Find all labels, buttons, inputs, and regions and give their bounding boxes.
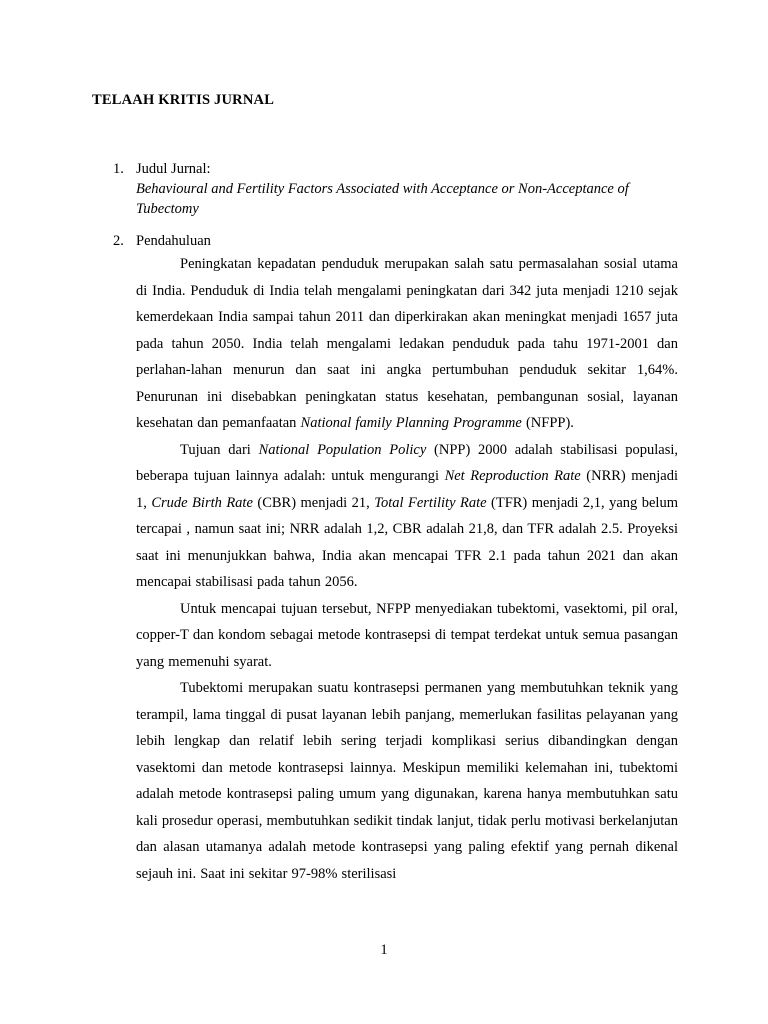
text-run: (CBR) menjadi 21, [252, 494, 375, 511]
text-run: (NFPP). [521, 415, 574, 431]
paragraph [136, 437, 678, 596]
paragraph [136, 251, 678, 437]
section-number: 1. [113, 161, 124, 177]
italic-term: National Population Policy [258, 441, 427, 458]
text-run: Peningkatan kepadatan penduduk merupakan salah satu permasalahan sosial utama di India. Penduduk di India telah mengalami peningkatan dari 342 juta menjadi 1210 sejak kemerdekaan India sampai tahun 2011 dan diperkirakan akan meningkat menjadi 1657 juta pada tahun 2050. India telah mengalami ledakan penduduk pada tahu 1971-2001 dan perlahan-lahan menurun dan saat ini angka pertumbuhan penduduk sekitar 1,64%. Penurunan ini disebabkan peningkatan status kesehatan, pembangunan sosial, layanan kesehatan dan pemanfaatan [136, 256, 678, 431]
italic-term: Total Fertility Rate [374, 494, 487, 511]
body-text [136, 251, 678, 887]
text-run: (NRR) menjadi 1, [136, 468, 678, 511]
page-number: 1 [380, 942, 388, 958]
journal-title: Behavioural and Fertility Factors Associated with Acceptance or Non-Acceptance of Tubectomy [136, 181, 629, 217]
section-pendahuluan [113, 231, 678, 887]
text-run: Untuk mencapai tujuan tersebut, NFPP menyediakan tubektomi, vasektomi, pil oral, copper-T dan kondom sebagai metode kontrasepsi di tempat terdekat untuk semua pasangan yang memenuhi syarat. [136, 600, 678, 670]
text-run: (TFR) menjadi 2,1, yang belum tercapai , namun saat ini; NRR adalah 1,2, CBR adalah 21,8, dan TFR adalah 2.5. Proyeksi saat ini menunjukkan bahwa, India akan mencapai TFR 2.1 pada tahun 2021 dan akan mencapai stabilisasi pada tahun 2056. [136, 494, 678, 590]
section-number: 2. [113, 233, 124, 249]
paragraph [136, 675, 678, 887]
paragraph [136, 596, 678, 676]
document-title: TELAAH KRITIS JURNAL [92, 92, 275, 108]
italic-term: National family Planning Programme [300, 415, 522, 431]
italic-term: Net Reproduction Rate [444, 468, 581, 484]
text-run: Tujuan dari [180, 441, 259, 458]
text-run: Tubektomi merupakan suatu kontrasepsi permanen yang membutuhkan teknik yang terampil, lama tinggal di pusat layanan lebih panjang, memerlukan fasilitas pelayanan yang lebih lengkap dan relatif lebih sering terjadi komplikasi serius dibandingkan dengan vasektomi dan metode kontrasepsi lainnya. Meskipun memiliki kelemahan ini, tubektomi adalah metode kontrasepsi paling umum yang digunakan, karena hanya membutuhkan satu kali prosedur operasi, membutuhkan sedikit tindak lanjut, tidak perlu motivasi berkelanjutan dan alasan utamanya adalah metode kontrasepsi yang paling efektif yang pernah dikenal sejauh ini. Saat ini sekitar 97-98% sterilisasi [136, 680, 678, 882]
section-heading: Pendahuluan [136, 233, 211, 249]
section-heading: Judul Jurnal: [136, 161, 211, 177]
section-judul-jurnal [113, 159, 678, 219]
text-run: (NPP) 2000 adalah stabilisasi populasi, beberapa tujuan lainnya adalah: untuk mengurangi [136, 441, 678, 484]
italic-term: Crude Birth Rate [151, 494, 253, 511]
